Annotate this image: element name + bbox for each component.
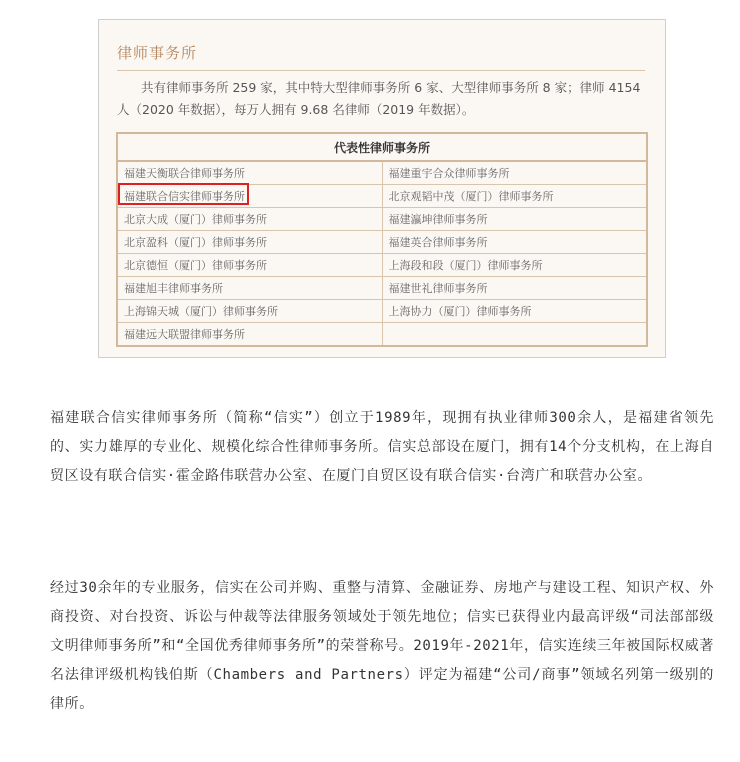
table-row xyxy=(117,185,647,208)
table-row xyxy=(117,208,647,231)
table-cell: 福建英合律师事务所 xyxy=(382,231,647,254)
table-cell: 北京观韬中茂（厦门）律师事务所 xyxy=(382,185,647,208)
table-cell: 北京德恒（厦门）律师事务所 xyxy=(117,254,382,277)
table-cell: 上海锦天城（厦门）律师事务所 xyxy=(117,300,382,323)
law-firms-figure xyxy=(98,19,666,358)
table-cell: 上海协力（厦门）律师事务所 xyxy=(382,300,647,323)
table-cell xyxy=(382,323,647,347)
table-cell: 福建旭丰律师事务所 xyxy=(117,277,382,300)
table-header: 代表性律师事务所 xyxy=(117,133,647,161)
table-row xyxy=(117,300,647,323)
table-cell: 上海段和段（厦门）律师事务所 xyxy=(382,254,647,277)
table-cell: 福建远大联盟律师事务所 xyxy=(117,323,382,347)
table-cell: 福建天衡联合律师事务所 xyxy=(117,161,382,185)
table-cell: 福建瀛坤律师事务所 xyxy=(382,208,647,231)
table-row xyxy=(117,254,647,277)
body-paragraph-achievements: 经过30余年的专业服务，信实在公司并购、重整与清算、金融证券、房地产与建设工程、知识产权、外商投资、对台投资、诉讼与仲裁等法律服务领域处于领先地位；信实已获得业内最高评级“司法部部级文明律师事务所”和“全国优秀律师事务所”的荣誉称号。2019年-2021年，信实连续三年被国际权威著名法律评级机构钱伯斯（Chambers and Partners）评定为福建“公司/商事”领域名列第一级别的律所。 xyxy=(50,580,714,712)
representative-firms-table xyxy=(116,132,648,347)
table-cell-highlighted: 福建联合信实律师事务所 xyxy=(117,185,382,208)
table-row xyxy=(117,277,647,300)
table-row xyxy=(117,323,647,347)
table-cell: 福建世礼律师事务所 xyxy=(382,277,647,300)
table-cell: 北京盈科（厦门）律师事务所 xyxy=(117,231,382,254)
figure-title: 律师事务所 xyxy=(117,44,198,62)
table-row xyxy=(117,161,647,185)
table-header-row xyxy=(117,133,647,161)
title-divider xyxy=(117,70,645,71)
table-cell: 福建重宇合众律师事务所 xyxy=(382,161,647,185)
figure-summary: 共有律师事务所 259 家，其中特大型律师事务所 6 家、大型律师事务所 8 家；律师 4154 人（2020 年数据），每万人拥有 9.68 名律师（2019 年数据）。 xyxy=(117,80,641,117)
table-cell: 北京大成（厦门）律师事务所 xyxy=(117,208,382,231)
table-row xyxy=(117,231,647,254)
body-paragraph-intro: 福建联合信实律师事务所（简称“信实”）创立于1989年，现拥有执业律师300余人，是福建省领先的、实力雄厚的专业化、规模化综合性律师事务所。信实总部设在厦门，拥有14个分支机构，在上海自贸区设有联合信实·霍金路伟联营办公室、在厦门自贸区设有联合信实·台湾广和联营办公室。 xyxy=(50,410,714,484)
